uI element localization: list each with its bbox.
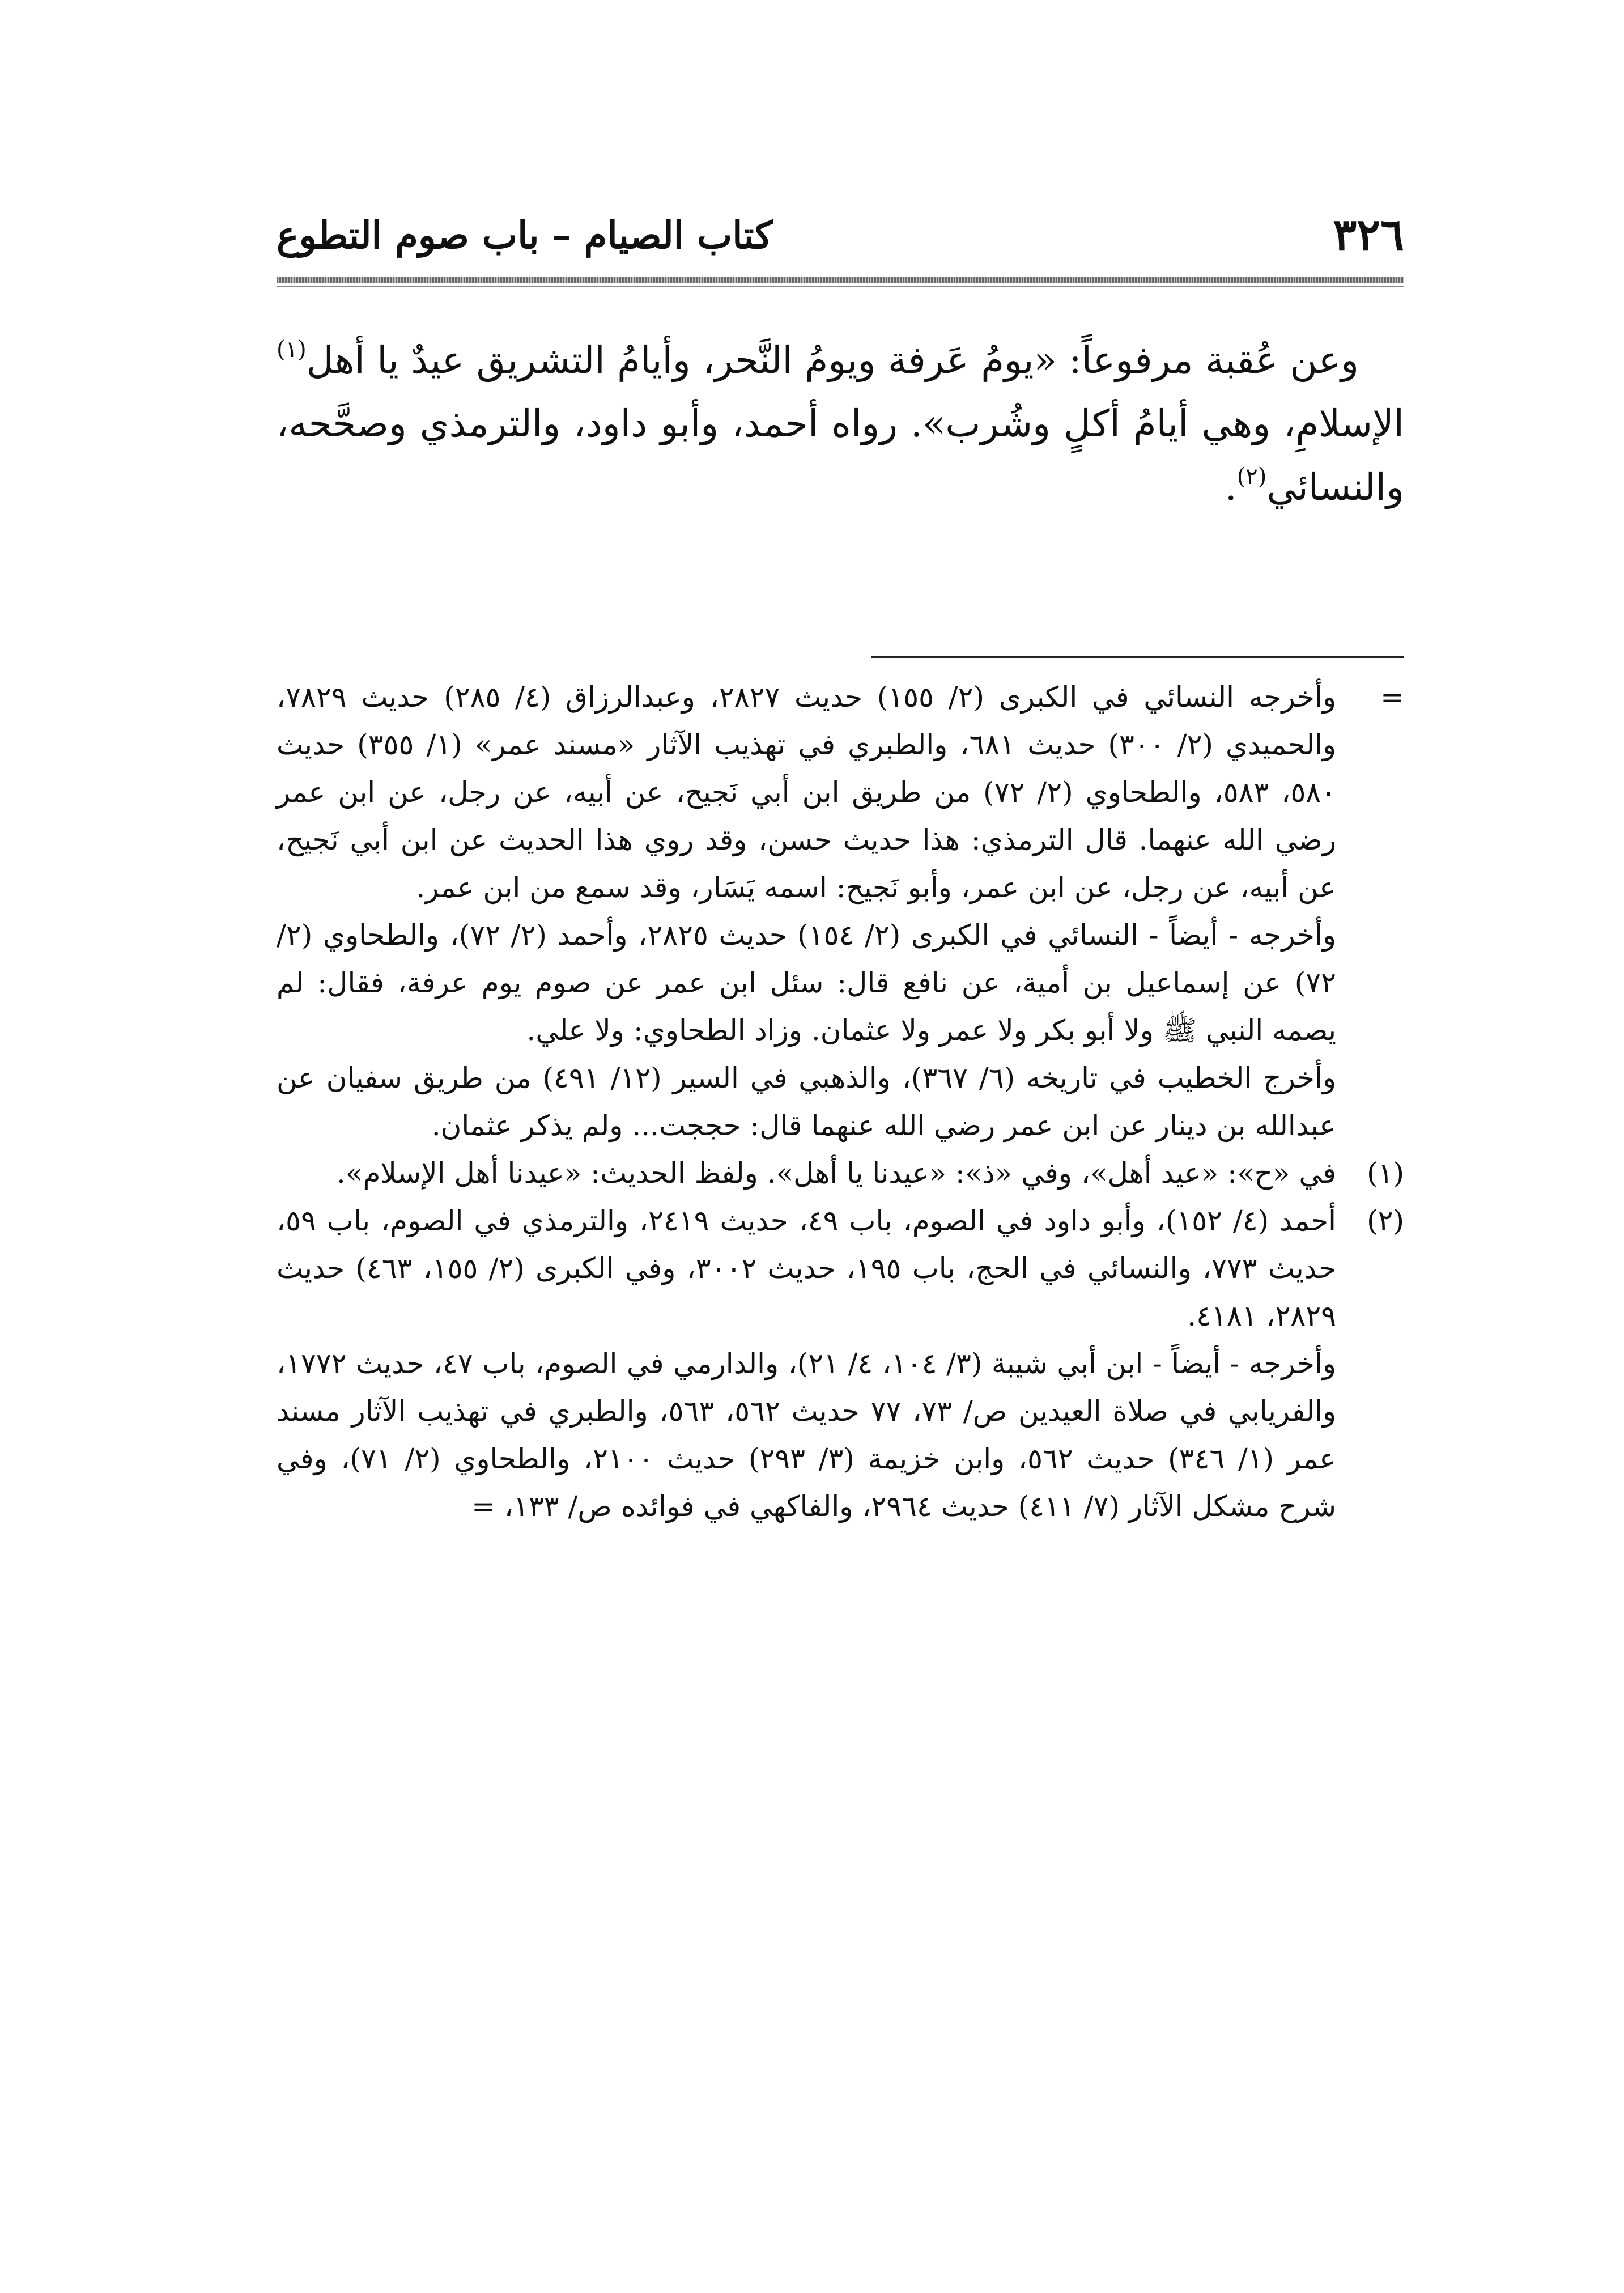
footnote-paragraph: وأخرجه النسائي في الكبرى (٢/ ١٥٥) حديث ٢٨٢٧، وعبدالرزاق (٤/ ٢٨٥) حديث ٧٨٢٩، والحميدي (٢/ ٣٠٠) حديث ٦٨١، والطبري في تهذيب الآثار «مسند عمر» (١/ ٣٥٥) حديث ٥٨٠، ٥٨٣، والطحاوي (٢/ ٧٢) من طريق ابن أبي نَجيح، عن أبيه، عن رجل، عن ابن عمر رضي الله عنهما. قال الترمذي: هذا حديث حسن، وقد روي هذا الحديث عن ابن أبي نَجيح، عن أبيه، عن رجل، عن ابن عمر، وأبو نَجيح: اسمه يَسَار، وقد سمع من ابن عمر. [277,681,1337,904]
hadith-text-part2: الإسلامِ، وهي أيامُ أكلٍ وشُرب». رواه أحمد، وأبو داود، والترمذي وصحَّحه، والنسائي [277,402,1404,509]
footnote-1-marker: (١) [1367,1157,1404,1190]
footnote-2 [277,1197,1404,1530]
header-divider [277,277,1404,283]
hadith-text-part3: . [1225,465,1237,509]
footnote-continuation [277,673,1404,1149]
footnote-separator [871,656,1404,658]
footnote-2-paragraph: أحمد (٤/ ١٥٢)، وأبو داود في الصوم، باب ٤٩، حديث ٢٤١٩، والترمذي في الصوم، باب ٥٩، حديث ٧٧٣، والنسائي في الحج، باب ١٩٥، حديث ٣٠٠٢، وفي الكبرى (٢/ ١٥٥، ٤٦٣) حديث ٢٨٢٩، ٤١٨١. [277,1204,1336,1332]
footnote-ref-1[interactable]: (١) [277,337,307,363]
page-number: ٣٢٦ [1333,209,1404,261]
footnote-2-paragraph: وأخرجه - أيضاً - ابن أبي شيبة (٣/ ١٠٤، ٤/ ٢١)، والدارمي في الصوم، باب ٤٧، حديث ١٧٧٢، والفريابي في صلاة العيدين ص/ ٧٣، ٧٧ حديث ٥٦٢، ٥٦٣، والطبري في تهذيب الآثار مسند عمر (١/ ٣٤٦) حديث ٥٦٢، وابن خزيمة (٣/ ٢٩٣) حديث ٢١٠٠، والطحاوي (٢/ ٧١)، وفي شرح مشكل الآثار (٧/ ٤١١) حديث ٢٩٦٤، والفاكهي في فوائده ص/ ١٣٣، = [277,1347,1337,1523]
footnote-2-marker: (٢) [1367,1204,1404,1237]
footnotes [277,673,1404,1530]
footnote-1 [277,1149,1404,1197]
continuation-marker: = [1380,681,1404,714]
hadith-text-part1: وعن عُقبة مرفوعاً: «يومُ عَرفة ويومُ النَّحر، وأيامُ التشريق عيدٌ يا أهل [306,338,1359,382]
main-text [277,329,1404,519]
chapter-title: كتاب الصيام – باب صوم التطوع [277,213,773,257]
footnote-paragraph: وأخرجه - أيضاً - النسائي في الكبرى (٢/ ١٥٤) حديث ٢٨٢٥، وأحمد (٢/ ٧٢)، والطحاوي (٢/ ٧٢) عن إسماعيل بن أمية، عن نافع قال: سئل ابن عمر عن صوم يوم عرفة، فقال: لم يصمه النبي ﷺ ولا أبو بكر ولا عمر ولا عثمان. وزاد الطحاوي: ولا علي. [277,919,1336,1047]
running-header [277,204,1404,266]
hadith-paragraph [277,329,1404,519]
footnote-paragraph: وأخرج الخطيب في تاريخه (٦/ ٣٦٧)، والذهبي في السير (١٢/ ٤٩١) من طريق سفيان عن عبدالله بن دينار عن ابن عمر رضي الله عنهما قال: حججت... ولم يذكر عثمان. [277,1061,1336,1142]
footnote-1-text: في «ح»: «عيد أهل»، وفي «ذ»: «عيدنا يا أهل». ولفظ الحديث: «عيدنا أهل الإسلام». [336,1157,1336,1190]
footnote-ref-2[interactable]: (٢) [1236,464,1267,490]
